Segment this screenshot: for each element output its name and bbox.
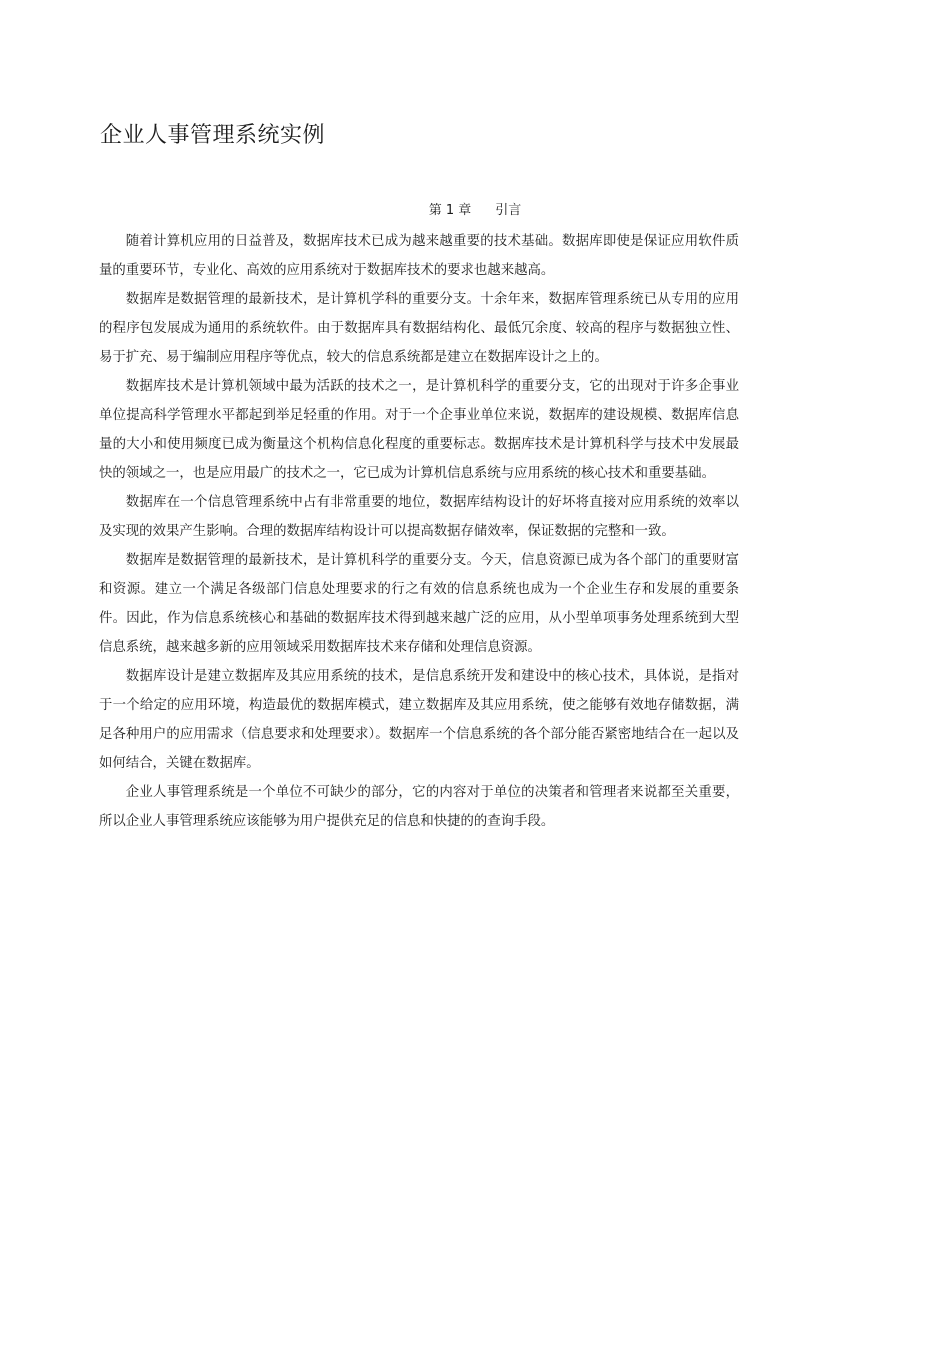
body-paragraph: 企业人事管理系统是一个单位不可缺少的部分，它的内容对于单位的决策者和管理者来说都至关重要，所以企业人事管理系统应该能够为用户提供充足的信息和快捷的的查询手段。 bbox=[99, 785, 739, 829]
body-paragraph: 数据库是数据管理的最新技术，是计算机科学的重要分支。今天，信息资源已成为各个部门的重要财富和资源。建立一个满足各级部门信息处理要求的行之有效的信息系统也成为一个企业生存和发展的重要条件。因此，作为信息系统核心和基础的数据库技术得到越来越广泛的应用，从小型单项事务处理系统到大型信息系统，越来越多新的应用领域采用数据库技术来存储和处理信息资源。 bbox=[99, 553, 739, 655]
body-paragraph: 随着计算机应用的日益普及，数据库技术已成为越来越重要的技术基础。数据库即使是保证应用软件质量的重要环节，专业化、高效的应用系统对于数据库技术的要求也越来越高。 bbox=[99, 234, 739, 278]
document-title: 企业人事管理系统实例 bbox=[100, 123, 326, 148]
body-paragraph: 数据库设计是建立数据库及其应用系统的技术，是信息系统开发和建设中的核心技术，具体说，是指对于一个给定的应用环境，构造最优的数据库模式，建立数据库及其应用系统，使之能够有效地存储数据，满足各种用户的应用需求（信息要求和处理要求）。数据库一个信息系统的各个部分能否紧密地结合在一起以及如何结合，关键在数据库。 bbox=[99, 669, 739, 771]
chapter-number: 第 1 章 bbox=[428, 203, 472, 218]
chapter-body bbox=[99, 227, 739, 836]
body-paragraph: 数据库在一个信息管理系统中占有非常重要的地位，数据库结构设计的好坏将直接对应用系统的效率以及实现的效果产生影响。合理的数据库结构设计可以提高数据存储效率，保证数据的完整和一致。 bbox=[99, 495, 739, 539]
chapter-name: 引言 bbox=[495, 203, 522, 218]
body-paragraph: 数据库是数据管理的最新技术，是计算机学科的重要分支。十余年来，数据库管理系统已从专用的应用的程序包发展成为通用的系统软件。由于数据库具有数据结构化、最低冗余度、较高的程序与数据独立性、易于扩充、易于编制应用程序等优点，较大的信息系统都是建立在数据库设计之上的。 bbox=[99, 292, 739, 365]
chapter-heading bbox=[0, 201, 950, 221]
body-paragraph: 数据库技术是计算机领域中最为活跃的技术之一，是计算机科学的重要分支，它的出现对于许多企事业单位提高科学管理水平都起到举足轻重的作用。对于一个企事业单位来说，数据库的建设规模、数据库信息量的大小和使用频度已成为衡量这个机构信息化程度的重要标志。数据库技术是计算机科学与技术中发展最快的领域之一，也是应用最广的技术之一，它已成为计算机信息系统与应用系统的核心技术和重要基础。 bbox=[99, 379, 739, 481]
